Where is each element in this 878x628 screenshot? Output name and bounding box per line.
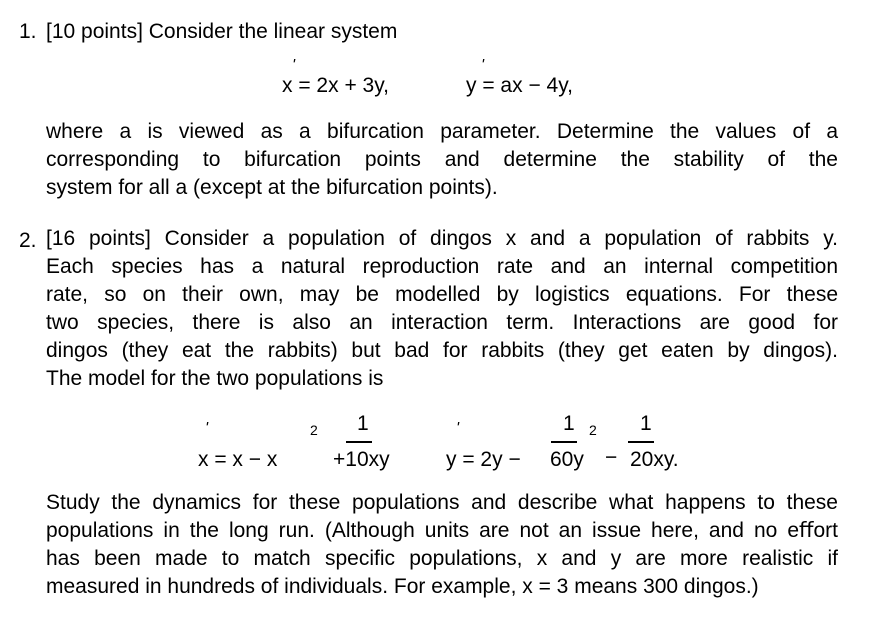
problem-2-body-line: two species, there is also an interaction term. Interactions are good for	[46, 311, 838, 334]
problem-2-body	[46, 225, 838, 393]
prime-mark-y2: '	[456, 420, 460, 437]
problem-1-body-line: corresponding to bifurcation points and determine the stability of the	[46, 148, 838, 171]
problem-1-number: 1.	[19, 20, 37, 43]
problem-2-body-line: [16 points] Consider a population of dingos x and a population of rabbits y.	[46, 227, 838, 250]
prime-mark-x2: '	[205, 420, 209, 437]
problem-1-equation-y: y = ax − 4y,	[466, 74, 573, 97]
equation-y-fraction2-bar	[628, 441, 654, 443]
problem-2-closing-line: Study the dynamics for these populations and describe what happens to these	[46, 491, 838, 514]
problem-2-body-line: Each species has a natural reproduction rate and an internal competition	[46, 255, 838, 278]
equation-x-power: 2	[310, 422, 318, 438]
equation-y-power: 2	[589, 422, 597, 438]
equation-x-fraction-bar	[346, 441, 372, 443]
problem-2-body-line: rate, so on their own, may be modelled by logistics equations. For these	[46, 283, 838, 306]
equation-y-minus: −	[605, 446, 618, 469]
prime-mark-y: '	[481, 57, 485, 74]
problem-2-body-line: The model for the two populations is	[46, 367, 384, 390]
equation-y-fraction1-bar	[551, 441, 577, 443]
problem-1-body-line: where a is viewed as a bifurcation parameter. Determine the values of a	[46, 120, 838, 143]
problem-2-body-line: dingos (they eat the rabbits) but bad for rabbits (they get eaten by dingos).	[46, 339, 838, 362]
problem-2-closing-line: populations in the long run. (Although units are not an issue here, and no eﬀort	[46, 519, 838, 542]
problem-1-header: [10 points] Consider the linear system	[46, 20, 398, 43]
problem-1-body-line: system for all a (except at the bifurcation points).	[46, 176, 498, 199]
problem-2-closing	[46, 489, 838, 601]
equation-y-fraction2-numerator: 1	[640, 412, 652, 435]
equation-x-fraction-numerator: 1	[357, 412, 369, 435]
equation-x-lhs: x = x − x	[198, 448, 278, 471]
prime-mark-x: '	[292, 57, 296, 74]
problem-2-number: 2.	[19, 229, 37, 252]
problem-1-body	[46, 118, 838, 202]
problem-2-closing-line: measured in hundreds of individuals. For example, x = 3 means 300 dingos.)	[46, 575, 759, 598]
equation-y-fraction2-denominator: 20xy.	[630, 448, 679, 471]
equation-y-fraction1-denominator: 60y	[550, 448, 584, 471]
problem-2-closing-line: has been made to match specific populations, x and y are more realistic if	[46, 547, 838, 570]
equation-y-lhs: y = 2y −	[446, 448, 521, 471]
equation-x-fraction-denominator: +10xy	[333, 448, 390, 471]
equation-y-fraction1-numerator: 1	[563, 412, 575, 435]
problem-1-equation-x: x = 2x + 3y,	[282, 74, 389, 97]
